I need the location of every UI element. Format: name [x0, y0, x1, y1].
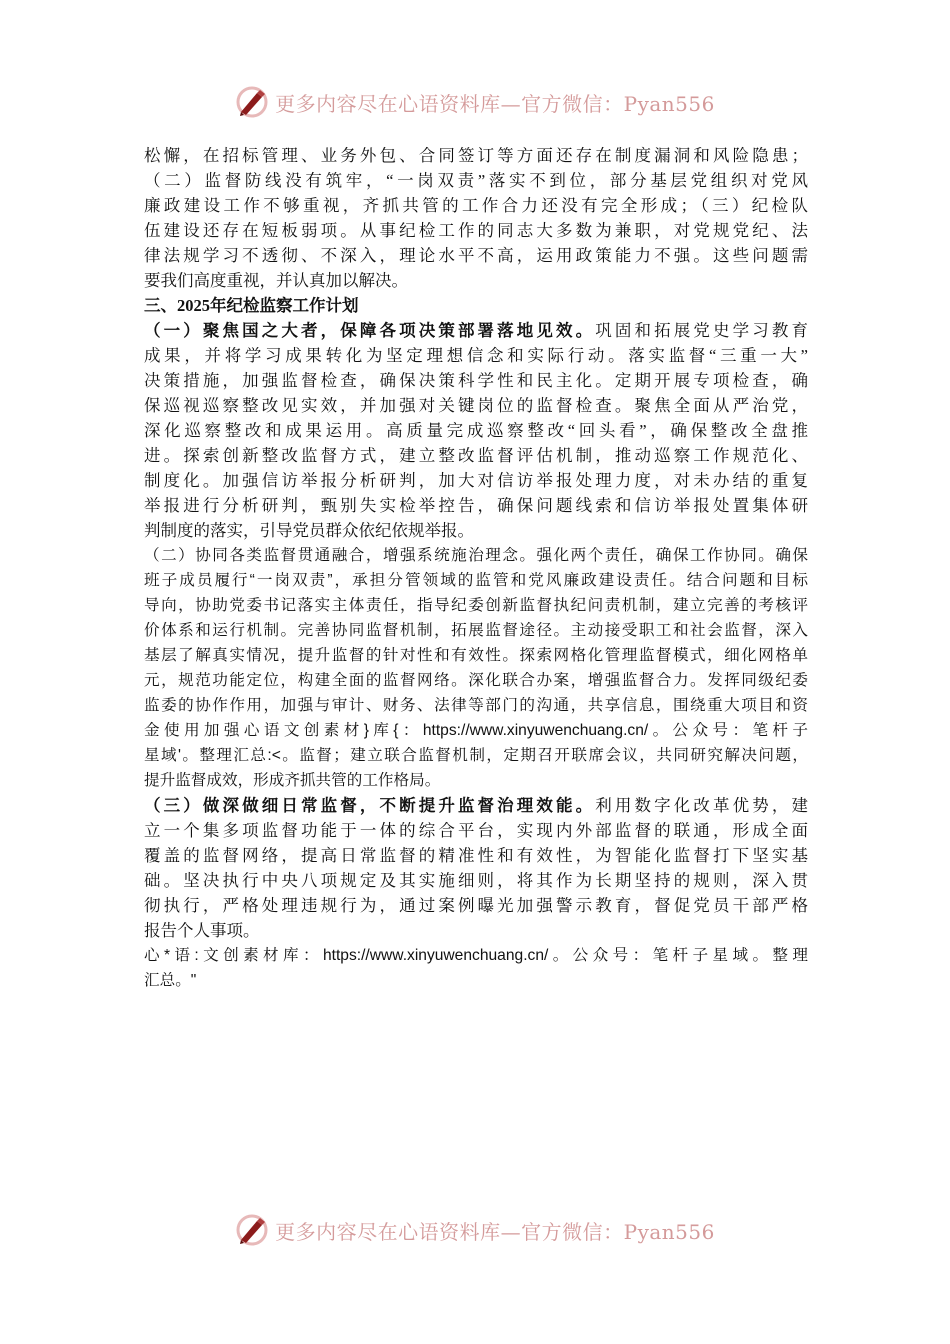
- text-line: 班子成员履行“一岗双责”，承担分管领域的监管和党风廉政建设责任。结合问题和目标: [144, 572, 808, 589]
- text-line: 律法规学习不透彻、不深入，理论水平不高，运用政策能力不强。这些问题需: [144, 246, 808, 265]
- text-line: 松懈，在招标管理、业务外包、合同签订等方面还存在制度漏洞和风险隐患；: [144, 146, 808, 165]
- section-heading: 三、2025年纪检监察工作计划: [144, 296, 359, 315]
- pen-logo-icon: [235, 85, 269, 119]
- text-line: 要我们高度重视，并认真加以解决。: [144, 271, 408, 290]
- subheading-3: （三）做深做细日常监督，不断提升监督治理效能。: [144, 796, 596, 815]
- watermark-group: [235, 85, 715, 119]
- text-line: 星域'。整理汇总:<。监督；建立联合监督机制，定期召开联席会议，共同研究解决问题，: [144, 747, 808, 764]
- text-line: 心*语:文创素材库：https://www.xinyuwenchuang.cn/。公众号：笔杆子星域。整理: [144, 947, 808, 964]
- text-line: 决策措施，加强监督检查，确保决策科学性和民主化。定期开展专项检查，确: [144, 371, 808, 390]
- text-line: （二）监督防线没有筑牢，“一岗双责”落实不到位，部分基层党组织对党风: [144, 171, 808, 190]
- text-line: 伍建设还存在短板弱项。从事纪检工作的同志大多数为兼职，对党规党纪、法: [144, 221, 808, 240]
- text-line: 基层了解真实情况，提升监督的针对性和有效性。探索网格化管理监督模式，细化网格单: [144, 647, 808, 664]
- text-line: 元，规范功能定位，构建全面的监督网络。深化联合办案，增强监督合力。发挥同级纪委: [144, 672, 808, 689]
- text-line: 举报进行分析研判，甄别失实检举控告，确保问题线索和信访举报处置集体研: [144, 496, 808, 515]
- document-body: [144, 143, 808, 993]
- watermark-banner-top: [0, 82, 950, 122]
- text-line: 彻执行，严格处理违规行为，通过案例曝光加强警示教育，督促党员干部严格: [144, 896, 808, 915]
- watermark-banner-bottom: [0, 1210, 950, 1250]
- text-line: 立一个集多项监督功能于一体的综合平台，实现内外部监督的联通，形成全面: [144, 821, 808, 840]
- text-line: 深化巡察整改和成果运用。高质量完成巡察整改“回头看”，确保整改全盘推: [144, 421, 808, 440]
- text-line: 成果，并将学习成果转化为坚定理想信念和实际行动。落实监督“三重一大”: [144, 346, 808, 365]
- text-line: 金使用加强心语文创素材}库{：https://www.xinyuwenchuang.cn/。公众号：笔杆子: [144, 722, 808, 739]
- text-line: 制度化。加强信访举报分析研判，加大对信访举报处理力度，对未办结的重复: [144, 471, 808, 490]
- text-line: 汇总。": [144, 972, 197, 989]
- text-line: 导向，协助党委书记落实主体责任，指导纪委创新监督执纪问责机制，建立完善的考核评: [144, 597, 808, 614]
- text-line: 判制度的落实，引导党员群众依纪依规举报。: [144, 521, 474, 540]
- text-line: （一）聚焦国之大者，保障各项决策部署落地见效。巩固和拓展党史学习教育: [144, 321, 809, 340]
- text-line: 价体系和运行机制。完善协同监督机制，拓展监督途径。主动接受职工和社会监督，深入: [144, 622, 808, 639]
- pen-logo-icon: [235, 1213, 269, 1247]
- subheading-1: （一）聚焦国之大者，保障各项决策部署落地见效。: [144, 321, 596, 340]
- text-line: 础。坚决执行中央八项规定及其实施细则，将其作为长期坚持的规则，深入贯: [144, 871, 808, 890]
- text-line: 进。探索创新整改监督方式，建立整改监督评估机制，推动巡察工作规范化、: [144, 446, 808, 465]
- text-line: 保巡视巡察整改见实效，并加强对关键岗位的监督检查。聚焦全面从严治党，: [144, 396, 808, 415]
- text-line: 监委的协作作用，加强与审计、财务、法律等部门的沟通，共享信息，围绕重大项目和资: [144, 697, 808, 714]
- text-line: 廉政建设工作不够重视，齐抓共管的工作合力还没有完全形成；（三）纪检队: [144, 196, 808, 215]
- watermark-text: 更多内容尽在心语资料库—官方微信：Pyan556: [275, 91, 715, 116]
- text-line: （三）做深做细日常监督，不断提升监督治理效能。利用数字化改革优势，建: [144, 796, 809, 815]
- watermark-group: [235, 1213, 715, 1247]
- text-line: （二）协同各类监督贯通融合，增强系统施治理念。强化两个责任，确保工作协同。确保: [144, 547, 808, 564]
- watermark-text: 更多内容尽在心语资料库—官方微信：Pyan556: [275, 1219, 715, 1244]
- text-line: 覆盖的监督网络，提高日常监督的精准性和有效性，为智能化监督打下坚实基: [144, 846, 808, 865]
- text-line: 提升监督成效，形成齐抓共管的工作格局。: [144, 772, 441, 789]
- text-line: 报告个人事项。: [144, 921, 260, 940]
